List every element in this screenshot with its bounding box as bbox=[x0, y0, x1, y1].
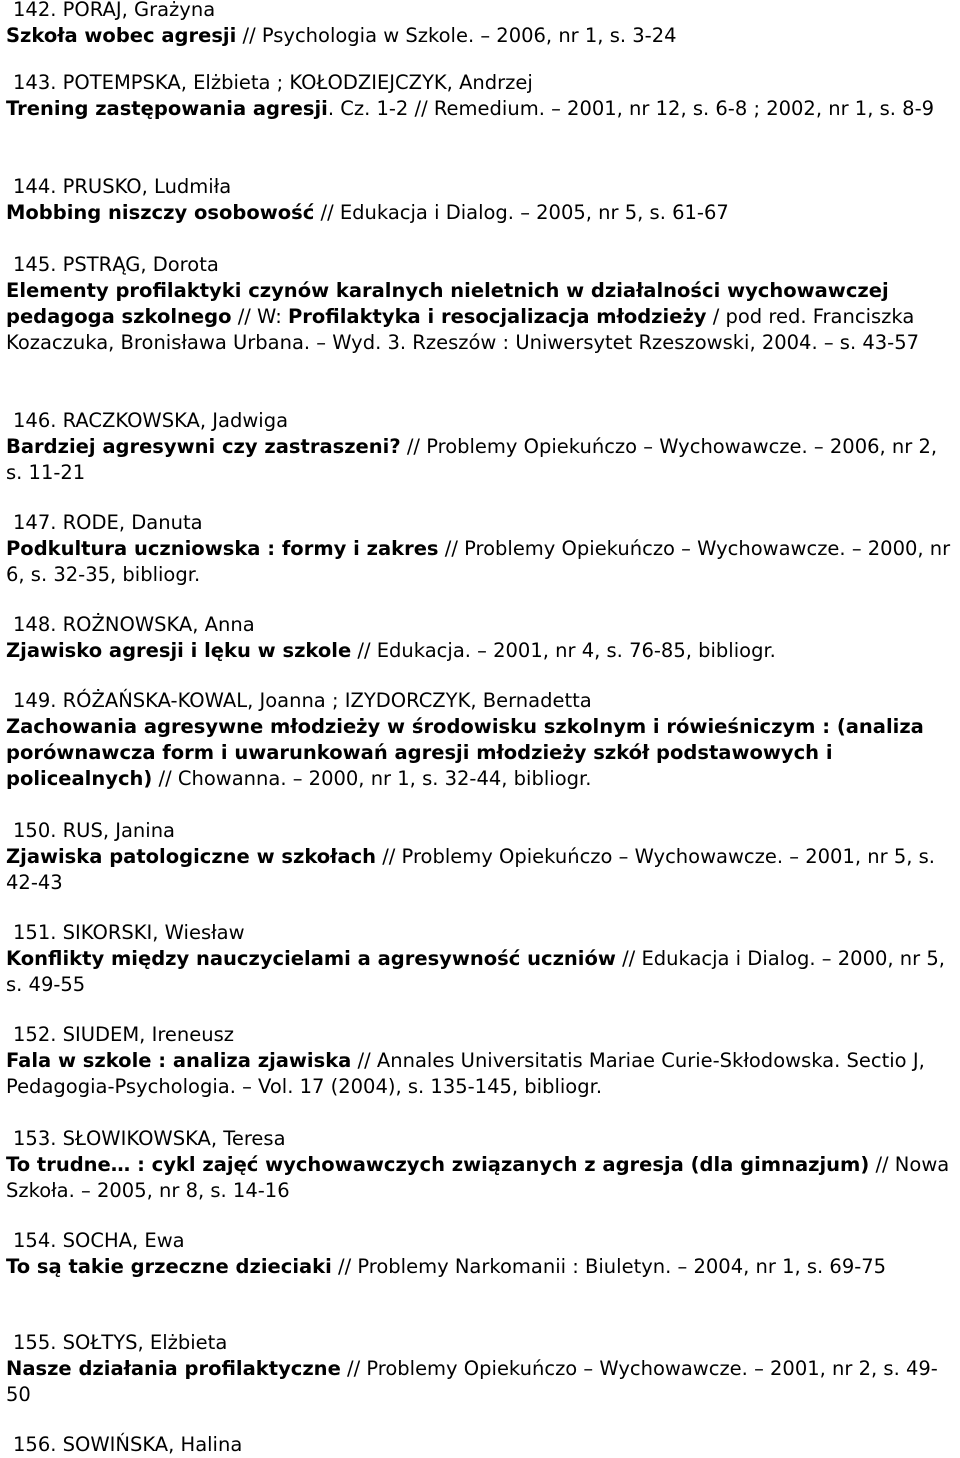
entry-title: To są takie grzeczne dzieciaki bbox=[6, 1255, 332, 1278]
entry-number: 143. bbox=[13, 71, 57, 94]
entry-heading bbox=[6, 252, 956, 278]
entry-title: Bardziej agresywni czy zastraszeni? bbox=[6, 435, 401, 458]
entry-source: // Edukacja i Dialog. – 2000, nr 5, s. 49-55 bbox=[6, 947, 945, 996]
entry-title: Zachowania agresywne młodzieży w środowisku szkolnym i rówieśniczym : (analiza porównawcza form i uwarunkowań agresji młodzieży szkół podstawowych i policealnych) bbox=[6, 715, 924, 790]
bibliography-entry bbox=[6, 510, 956, 588]
entry-heading bbox=[6, 1022, 956, 1048]
entry-number: 145. bbox=[13, 253, 57, 276]
entry-number: 153. bbox=[13, 1127, 57, 1150]
entry-number: 142. bbox=[13, 0, 57, 21]
entry-description bbox=[6, 844, 956, 896]
entry-title: Podkultura uczniowska : formy i zakres bbox=[6, 537, 439, 560]
entry-author: SOŁTYS, Elżbieta bbox=[62, 1331, 228, 1354]
entry-description bbox=[6, 536, 956, 588]
bibliography-entry bbox=[6, 1126, 956, 1204]
entry-heading bbox=[6, 510, 956, 536]
entry-description bbox=[6, 278, 956, 356]
entry-number: 149. bbox=[13, 689, 57, 712]
entry-source: // Nowa Szkoła. – 2005, nr 8, s. 14-16 bbox=[6, 1153, 950, 1202]
bibliography-entry bbox=[6, 1330, 956, 1408]
entry-description bbox=[6, 434, 956, 486]
bibliography-entry bbox=[6, 920, 956, 998]
entry-description bbox=[6, 714, 956, 792]
entry-number: 146. bbox=[13, 409, 57, 432]
bibliography-entry bbox=[6, 818, 956, 896]
entry-number: 144. bbox=[13, 175, 57, 198]
bibliography-entry bbox=[6, 0, 956, 49]
entry-author: POTEMPSKA, Elżbieta ; KOŁODZIEJCZYK, Andrzej bbox=[62, 71, 533, 94]
entry-title: Mobbing niszczy osobowość bbox=[6, 201, 315, 224]
entry-number: 151. bbox=[13, 921, 57, 944]
entry-author: RUS, Janina bbox=[62, 819, 176, 842]
bibliography-entry bbox=[6, 408, 956, 486]
entry-author: SŁOWIKOWSKA, Teresa bbox=[62, 1127, 286, 1150]
bibliography-entry bbox=[6, 1228, 956, 1280]
entry-title: Konflikty między nauczycielami a agresywność uczniów bbox=[6, 947, 616, 970]
entry-description bbox=[6, 946, 956, 998]
entry-description bbox=[6, 1356, 956, 1408]
entry-author: SIKORSKI, Wiesław bbox=[62, 921, 245, 944]
entry-source: // Problemy Opiekuńczo – Wychowawcze. – 2001, nr 5, s. 42-43 bbox=[6, 845, 935, 894]
entry-description bbox=[6, 200, 956, 226]
entry-author: RACZKOWSKA, Jadwiga bbox=[62, 409, 289, 432]
entry-author: RÓŻAŃSKA-KOWAL, Joanna ; IZYDORCZYK, Bernadetta bbox=[62, 689, 592, 712]
entry-number: 147. bbox=[13, 511, 57, 534]
bibliography-entry bbox=[6, 1432, 956, 1458]
entry-heading bbox=[6, 408, 956, 434]
entry-number: 156. bbox=[13, 1433, 57, 1456]
entry-number: 148. bbox=[13, 613, 57, 636]
bibliography-entry bbox=[6, 174, 956, 226]
entry-author: SOCHA, Ewa bbox=[62, 1229, 185, 1252]
entry-author: SOWIŃSKA, Halina bbox=[62, 1433, 243, 1456]
entry-source: // Edukacja i Dialog. – 2005, nr 5, s. 61-67 bbox=[314, 201, 729, 224]
entry-description bbox=[6, 1152, 956, 1204]
entry-heading bbox=[6, 174, 956, 200]
entry-description bbox=[6, 23, 956, 49]
entry-source: // Problemy Opiekuńczo – Wychowawcze. – 2006, nr 2, s. 11-21 bbox=[6, 435, 938, 484]
bibliography-entry bbox=[6, 612, 956, 664]
entry-author: SIUDEM, Ireneusz bbox=[62, 1023, 235, 1046]
entry-title: Zjawisko agresji i lęku w szkole bbox=[6, 639, 352, 662]
entry-source: // Psychologia w Szkole. – 2006, nr 1, s. 3-24 bbox=[236, 24, 677, 47]
entry-heading bbox=[6, 1330, 956, 1356]
entry-title: Szkoła wobec agresji bbox=[6, 24, 237, 47]
entry-source: . Cz. 1-2 // Remedium. – 2001, nr 12, s. 6-8 ; 2002, nr 1, s. 8-9 bbox=[327, 97, 935, 120]
entry-heading bbox=[6, 1228, 956, 1254]
entry-source-details: / pod red. Franciszka Kozaczuka, Bronisława Urbana. – Wyd. 3. Rzeszów : Uniwersytet Rzeszowski, 2004. – s. 43-57 bbox=[6, 305, 920, 354]
entry-author: RODE, Danuta bbox=[62, 511, 203, 534]
entry-title: Zjawiska patologiczne w szkołach bbox=[6, 845, 377, 868]
entry-number: 152. bbox=[13, 1023, 57, 1046]
entry-number: 155. bbox=[13, 1331, 57, 1354]
bibliography-entry bbox=[6, 70, 956, 122]
bibliography-entry bbox=[6, 1022, 956, 1100]
entry-author: ROŻNOWSKA, Anna bbox=[62, 613, 255, 636]
entry-source: // Annales Universitatis Mariae Curie-Skłodowska. Sectio J, Pedagogia-Psychologia. – Vol. 17 (2004), s. 135-145, bibliogr. bbox=[6, 1049, 925, 1098]
entry-number: 150. bbox=[13, 819, 57, 842]
entry-description bbox=[6, 1254, 956, 1280]
entry-source: // Problemy Opiekuńczo – Wychowawcze. – 2000, nr 6, s. 32-35, bibliogr. bbox=[6, 537, 951, 586]
entry-description bbox=[6, 638, 956, 664]
entry-title: Nasze działania profilaktyczne bbox=[6, 1357, 341, 1380]
entry-heading bbox=[6, 1432, 956, 1458]
entry-heading bbox=[6, 818, 956, 844]
entry-source: // Edukacja. – 2001, nr 4, s. 76-85, bibliogr. bbox=[351, 639, 776, 662]
entry-source: // Problemy Opiekuńczo – Wychowawcze. – 2001, nr 2, s. 49-50 bbox=[6, 1357, 938, 1406]
bibliography-entry bbox=[6, 252, 956, 356]
entry-heading bbox=[6, 920, 956, 946]
entry-source: // Problemy Narkomanii : Biuletyn. – 2004, nr 1, s. 69-75 bbox=[331, 1255, 887, 1278]
entry-heading bbox=[6, 0, 956, 23]
entry-heading bbox=[6, 612, 956, 638]
entry-author: PSTRĄG, Dorota bbox=[62, 253, 219, 276]
entry-title: Elementy profilaktyki czynów karalnych nieletnich w działalności wychowawczej pedagoga szkolnego bbox=[6, 279, 889, 328]
entry-title: Fala w szkole : analiza zjawiska bbox=[6, 1049, 352, 1072]
entry-heading bbox=[6, 70, 956, 96]
entry-heading bbox=[6, 688, 956, 714]
entry-title: To trudne… : cykl zajęć wychowawczych związanych z agresja (dla gimnazjum) bbox=[6, 1153, 870, 1176]
bibliography-entry bbox=[6, 688, 956, 792]
entry-author: PORAJ, Grażyna bbox=[62, 0, 216, 21]
entry-description bbox=[6, 1048, 956, 1100]
entry-source: // Chowanna. – 2000, nr 1, s. 32-44, bibliogr. bbox=[152, 767, 592, 790]
entry-heading bbox=[6, 1126, 956, 1152]
entry-collection-title: Profilaktyka i resocjalizacja młodzieży bbox=[287, 305, 707, 328]
entry-source: // W: bbox=[231, 305, 288, 328]
entry-author: PRUSKO, Ludmiła bbox=[62, 175, 232, 198]
entry-title: Trening zastępowania agresji bbox=[6, 97, 328, 120]
entry-number: 154. bbox=[13, 1229, 57, 1252]
entry-description bbox=[6, 96, 956, 122]
